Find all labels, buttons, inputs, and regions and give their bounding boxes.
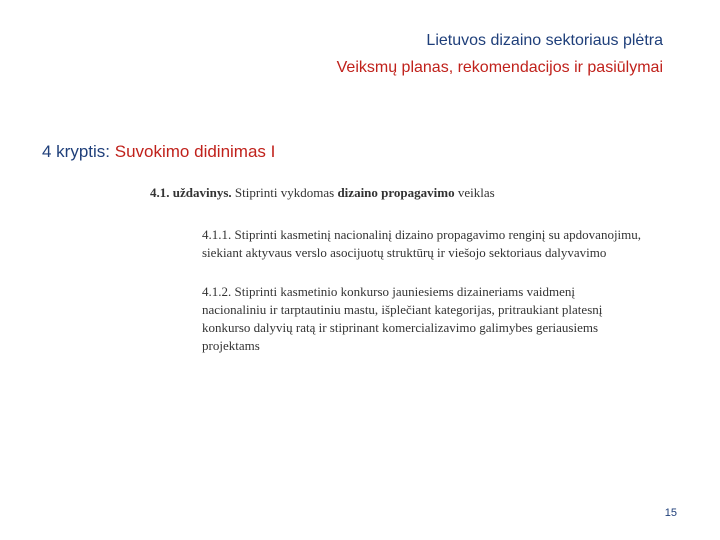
- task-text-before: Stiprinti vykdomas: [231, 185, 338, 200]
- direction-heading: [42, 142, 275, 162]
- subtask-line: 4.1.2. Stiprinti kasmetinio konkurso jauniesiems dizaineriams vaidmenį: [202, 284, 575, 299]
- subtask-4-1-2: [202, 283, 692, 355]
- direction-title: Suvokimo didinimas I: [114, 142, 276, 161]
- direction-label: 4 kryptis:: [42, 142, 115, 161]
- subtask-line: nacionaliniu ir tarptautiniu mastu, išplečiant kategorijas, pritraukiant platesnį: [202, 302, 603, 317]
- subtask-line: 4.1.1. Stiprinti kasmetinį nacionalinį dizaino propagavimo renginį su apdovanojimu,: [202, 227, 642, 242]
- subtask-4-1-1: [202, 226, 692, 262]
- subtask-line: siekiant aktyvaus verslo asocijuotų struktūrų ir viešojo sektoriaus dalyvavimo: [202, 245, 607, 260]
- task-number: 4.1. uždavinys.: [150, 185, 232, 200]
- task-heading: [150, 185, 495, 201]
- subtask-line: konkurso dalyvių ratą ir stiprinant komercializavimo galimybes geriausiems: [202, 320, 599, 335]
- subtask-line: projektams: [202, 338, 260, 353]
- header-subtitle: Veiksmų planas, rekomendacijos ir pasiūlymai: [336, 59, 663, 76]
- task-bold-text: dizaino propagavimo: [337, 185, 455, 200]
- page-number: 15: [664, 507, 677, 519]
- task-text-after: veiklas: [454, 185, 495, 200]
- header-title: Lietuvos dizaino sektoriaus plėtra: [426, 32, 663, 49]
